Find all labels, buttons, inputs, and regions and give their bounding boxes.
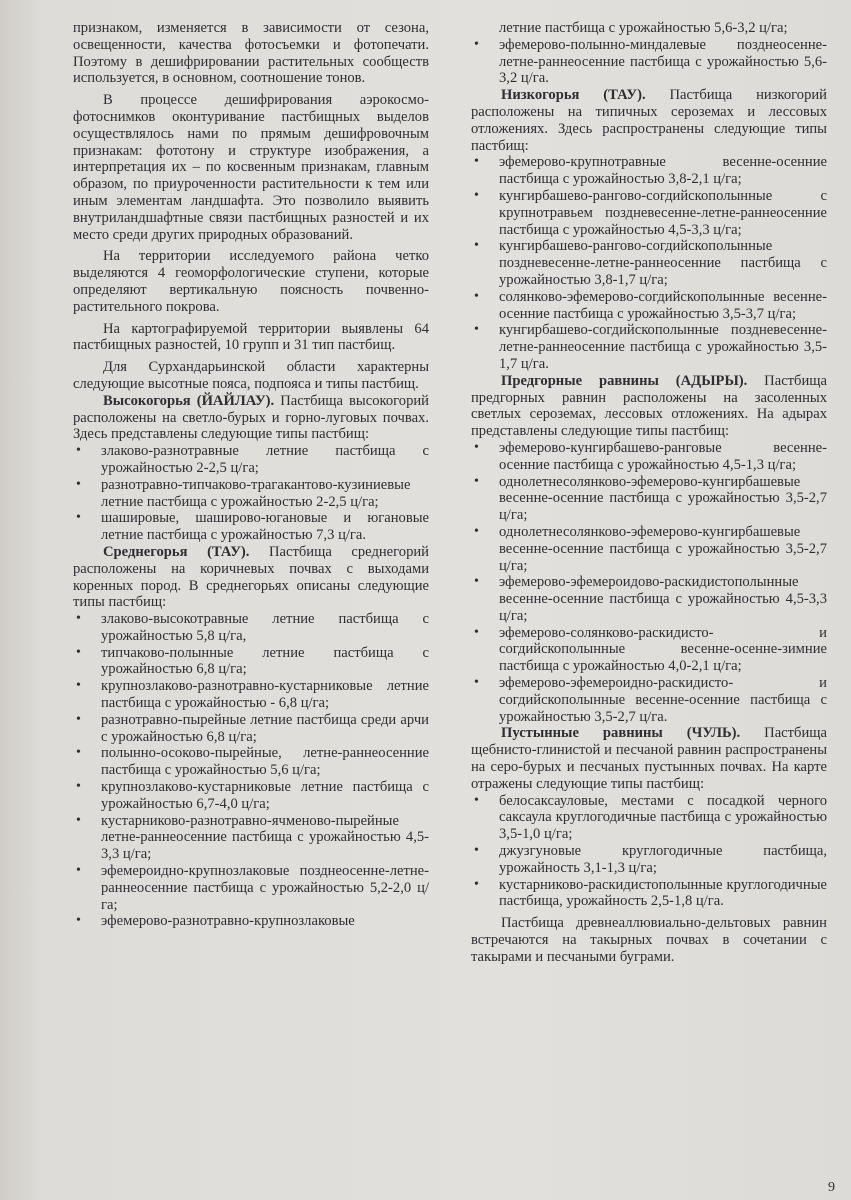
list-item: • эфемерово-кунгирбашево-ранговые весенне-осенние пастбища с урожайностью 4,5-1,3 ц/га;: [471, 440, 827, 474]
section-heading: Предгорные равнины (АДЫРЫ).: [501, 372, 748, 389]
paragraph: признаком, изменяется в зависимости от сезона, освещенности, качества фотосъемки и фотопечати. Поэтому в дешифрировании растительных сообществ используется, в основном, соотношение тонов.: [73, 20, 429, 87]
section-text: Пастбища низкогорий расположены на типичных сероземах и лессовых отложениях. Здесь распространены следующие типы пастбищ:: [471, 87, 827, 154]
list-item: • эфемерово-эфемероидно-раскидисто- и согдийскополынные весенне-осенние пастбища с урожайностью 3,5-2,7 ц/га.: [471, 675, 827, 725]
section-paragraph: [73, 544, 429, 611]
paragraph: В процессе дешифрирования аэрокосмо-фотоснимков оконтуривание пастбищных выделов осуществлялось нами по прямым дешифровочным признакам: фототону и структуре изображения, а интерпретация их – по косвенным признакам, главным образом, по приуроченности растительности к тем или иным элементам ландшафта. Это позволило выявить внутриландшафтные связи пастбищных разностей и их место среди других природных образований.: [73, 92, 429, 243]
list-item: • кунгирбашево-согдийскополынные поздневесенне-летне-раннеосенние пастбища с урожайностью 3,5-1,7 ц/га.: [471, 322, 827, 372]
list-item: • кунгирбашево-рангово-согдийскополынные поздневесенне-летне-раннеосенние пастбища с урожайностью 3,8-1,7 ц/га;: [471, 238, 827, 288]
left-column: [73, 20, 429, 930]
paragraph: Пастбища древнеаллювиально-дельтовых равнин встречаются на такырных почвах в сочетании с такырами и песчаными буграми.: [471, 915, 827, 965]
section-heading: Среднегорья (ТАУ).: [103, 543, 250, 560]
section-paragraph: [73, 393, 429, 443]
list-item: • джузгуновые круглогодичные пастбища, урожайность 3,1-1,3 ц/га;: [471, 843, 827, 877]
section-paragraph: [471, 87, 827, 154]
list-item: • крупнозлаково-кустарниковые летние пастбища с урожайностью 6,7-4,0 ц/га;: [73, 779, 429, 813]
list-item: • белосаксауловые, местами с посадкой черного саксаула круглогодичные пастбища с урожайностью 3,5-1,0 ц/га;: [471, 793, 827, 843]
list-item: • эфемерово-разнотравно-крупнозлаковые: [73, 913, 429, 930]
list-item: • эфемерово-солянково-раскидисто- и согдийскополынные весенне-осенне-зимние пастбища с урожайностью 4,0-2,1 ц/га;: [471, 625, 827, 675]
section-heading: Высокогорья (ЙАЙЛАУ).: [103, 392, 275, 409]
list-item: • солянково-эфемерово-согдийскополынные весенне-осенние пастбища с урожайностью 3,5-3,7 ц/га;: [471, 289, 827, 323]
list-item: • шашировые, шаширово-югановые и югановые летние пастбища с урожайностью 7,3 ц/га.: [73, 510, 429, 544]
paragraph: На территории исследуемого района четко выделяются 4 геоморфологические ступени, которые определяют вертикальную поясность почвенно-растительного покрова.: [73, 248, 429, 315]
list-item: • злаково-высокотравные летние пастбища с урожайностью 5,8 ц/га,: [73, 611, 429, 645]
right-column: [471, 20, 827, 966]
list-item: • кунгирбашево-рангово-согдийскополынные с крупнотравьем поздневесенне-летне-раннеосенние пастбища с урожайностью 4,5-3,3 ц/га;: [471, 188, 827, 238]
section-text: Пастбища предгорных равнин расположены на засоленных светлых сероземах, лессовых отложениях. На адырах представлены следующие типы пастбищ:: [471, 372, 827, 440]
list-item: • злаково-разнотравные летние пастбища с урожайностью 2-2,5 ц/га;: [73, 443, 429, 477]
section-paragraph: [471, 373, 827, 440]
list-item: • эфемерово-полынно-миндалевые позднеосенне-летне-раннеосенние пастбища с урожайностью 5,6-3,2 ц/га.: [471, 37, 827, 87]
paragraph: На картографируемой территории выявлены 64 пастбищных разностей, 10 групп и 31 тип пастбищ.: [73, 320, 429, 354]
section-heading: Пустынные равнины (ЧУЛЬ).: [501, 725, 741, 742]
section-text: Пастбища щебнисто-глинистой и песчаной равнин распространены на серо-бурых и песчаных пустынных почвах. На карте отражены следующие типы пастбищ:: [471, 725, 827, 792]
section-text: Пастбища высокогорий расположены на светло-бурых и горно-луговых почвах. Здесь представлены следующие типы пастбищ:: [73, 392, 429, 443]
paragraph: Для Сурхандарьинской области характерны следующие высотные пояса, подпояса и типы пастбищ.: [73, 359, 429, 392]
list-item: • однолетнесолянково-эфемерово-кунгирбашевые весенне-осенние пастбища с урожайностью 3,5-2,7 ц/га;: [471, 474, 827, 524]
list-item: • эфемерово-крупнотравные весенне-осенние пастбища с урожайностью 3,8-2,1 ц/га;: [471, 154, 827, 188]
list-item: • однолетнесолянково-эфемерово-кунгирбашевые весенне-осенние пастбища с урожайностью 3,5-2,7 ц/га;: [471, 524, 827, 574]
list-item: • эфемероидно-крупнозлаковые позднеосенне-летне-раннеосенние пастбища с урожайностью 5,2-2,0 ц/га;: [73, 863, 429, 913]
section-text: Пастбища среднегорий расположены на коричневых почвах с выходами коренных пород. В среднегорьях описаны следующие типы пастбищ:: [73, 543, 429, 611]
page-number: 9: [828, 1180, 835, 1195]
list-item: • крупнозлаково-разнотравно-кустарниковые летние пастбища с урожайностью - 6,8 ц/га;: [73, 678, 429, 712]
list-item-continuation: летние пастбища с урожайностью 5,6-3,2 ц/га;: [499, 20, 788, 36]
list-item: • полынно-осоково-пырейные, летне-раннеосенние пастбища с урожайностью 5,6 ц/га;: [73, 745, 429, 779]
section-heading: Низкогорья (ТАУ).: [501, 87, 646, 104]
list-item: • типчаково-полынные летние пастбища с урожайностью 6,8 ц/га;: [73, 645, 429, 679]
list-item: • кустарниково-разнотравно-ячменово-пырейные летне-раннеосенние пастбища с урожайностью 4,5-3,3 ц/га;: [73, 813, 429, 863]
list-item: • кустарниково-раскидистополынные круглогодичные пастбища, урожайность 2,5-1,8 ц/га.: [471, 877, 827, 911]
list-item: • разнотравно-пырейные летние пастбища среди арчи с урожайностью 6,8 ц/га;: [73, 712, 429, 746]
list-item: • эфемерово-эфемероидово-раскидистополынные весенне-осенние пастбища с урожайностью 4,5-3,3 ц/га;: [471, 574, 827, 624]
list-item: • разнотравно-типчаково-трагакантово-кузиниевые летние пастбища с урожайностью 2-2,5 ц/га;: [73, 477, 429, 511]
section-paragraph: [471, 725, 827, 792]
